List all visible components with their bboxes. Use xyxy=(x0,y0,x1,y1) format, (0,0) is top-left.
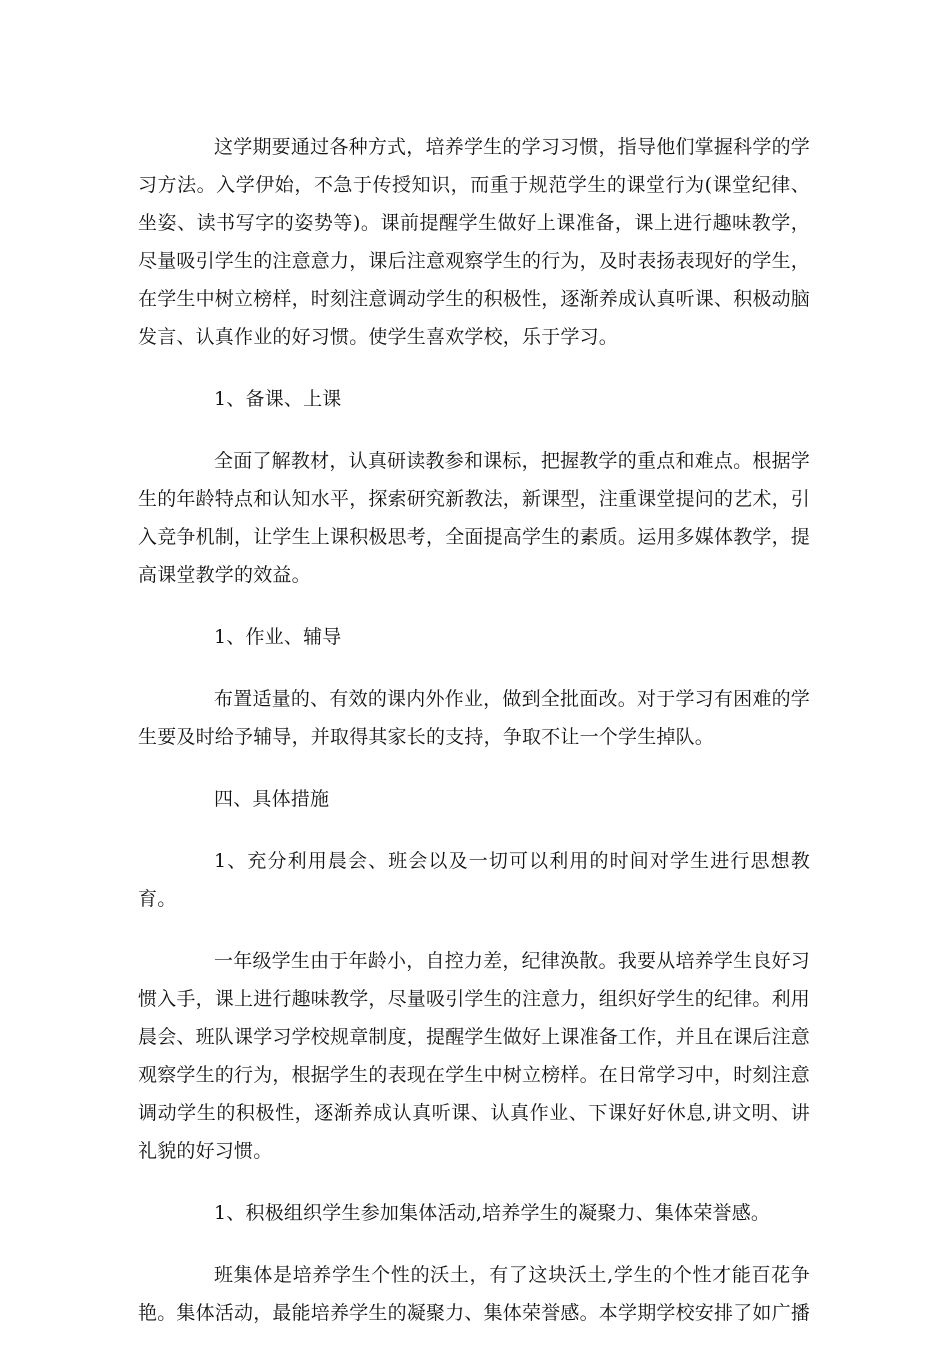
heading-homework: 1、作业、辅导 xyxy=(214,626,342,648)
paragraph-collective-activities: 班集体是培养学生个性的沃土，有了这块沃土,学生的个性才能百花争艳。集体活动，最能培养学生的凝聚力、集体荣誉感。本学期学校安排了如广播 xyxy=(138,1264,811,1324)
heading-lesson-prep: 1、备课、上课 xyxy=(214,388,342,410)
heading-collective-activities: 1、积极组织学生参加集体活动,培养学生的凝聚力、集体荣誉感。 xyxy=(214,1202,771,1224)
heading-measures: 四、具体措施 xyxy=(214,788,330,810)
paragraph-moral-education: 一年级学生由于年龄小，自控力差，纪律涣散。我要从培养学生良好习惯入手，课上进行趣味教学，尽量吸引学生的注意力，组织好学生的纪律。利用晨会、班队课学习学校规章制度，提醒学生做好上课准备工作，并且在课后注意观察学生的行为，根据学生的表现在学生中树立榜样。在日常学习中，时刻注意调动学生的积极性，逐渐养成认真听课、认真作业、下课好好休息,讲文明、讲礼貌的好习惯。 xyxy=(138,950,811,1162)
heading-moral-education: 1、充分利用晨会、班会以及一切可以利用的时间对学生进行思想教育。 xyxy=(138,850,810,910)
document-body xyxy=(138,128,810,1356)
paragraph-lesson-prep: 全面了解教材，认真研读教参和课标，把握教学的重点和难点。根据学生的年龄特点和认知水平，探索研究新教法，新课型，注重课堂提问的艺术，引入竞争机制，让学生上课积极思考，全面提高学生的素质。运用多媒体教学，提高课堂教学的效益。 xyxy=(138,450,811,586)
paragraph-habits: 这学期要通过各种方式，培养学生的学习习惯，指导他们掌握科学的学习方法。入学伊始，不急于传授知识，而重于规范学生的课堂行为(课堂纪律、坐姿、读书写字的姿势等)。课前提醒学生做好上课准备，课上进行趣味教学，尽量吸引学生的注意意力，课后注意观察学生的行为，及时表扬表现好的学生，在学生中树立榜样，时刻注意调动学生的积极性，逐渐养成认真听课、积极动脑发言、认真作业的好习惯。使学生喜欢学校，乐于学习。 xyxy=(138,136,811,348)
paragraph-homework: 布置适量的、有效的课内外作业，做到全批面改。对于学习有困难的学生要及时给予辅导，并取得其家长的支持，争取不让一个学生掉队。 xyxy=(138,688,810,748)
